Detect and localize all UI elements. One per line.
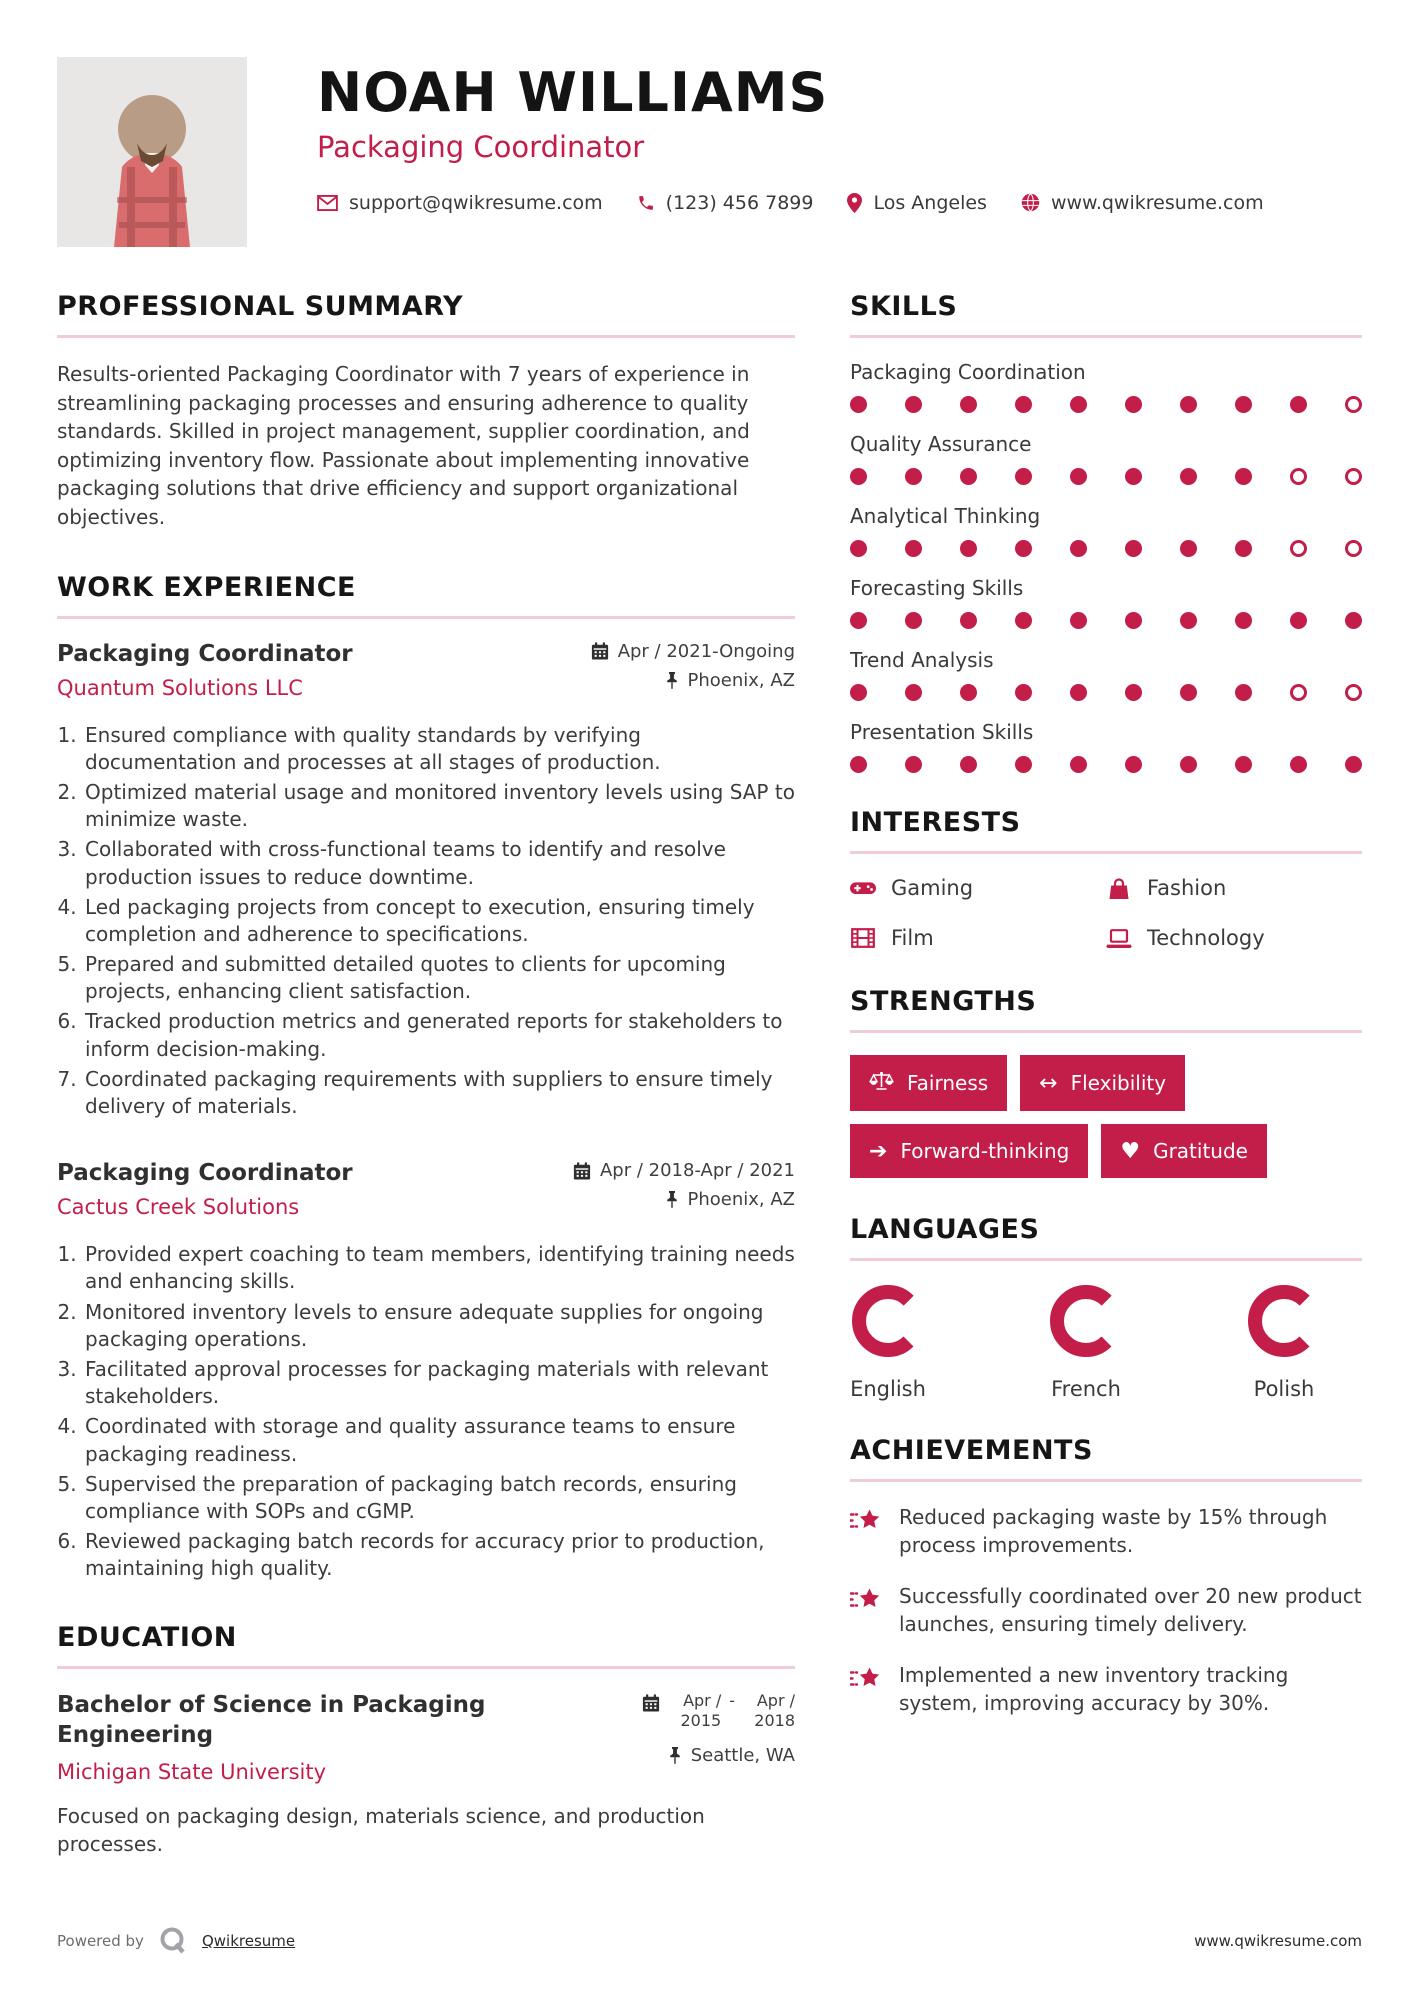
interest-item (850, 926, 1106, 950)
skill-dot-filled (1015, 540, 1032, 557)
skill-dot-filled (1290, 756, 1307, 773)
right-column (850, 291, 1362, 1898)
skill-name: Trend Analysis (850, 648, 994, 672)
skill-name: Quality Assurance (850, 432, 1032, 456)
laptop-icon (1106, 929, 1132, 948)
film-icon (851, 928, 875, 948)
skill-dot-filled (960, 468, 977, 485)
skill-dot-filled (1070, 540, 1087, 557)
calendar-icon (591, 642, 609, 660)
education-meta (642, 1691, 795, 1774)
contact-row (317, 192, 1264, 214)
heart-icon (1120, 1139, 1140, 1163)
globe-icon (1021, 193, 1040, 212)
job-bullet: 1. Provided expert coaching to team members, identifying training needs and enhancing skills. (83, 1241, 795, 1295)
skill-row (850, 432, 1362, 485)
gamepad-icon (850, 879, 876, 897)
skill-row (850, 648, 1362, 701)
section-professional-summary (57, 291, 795, 532)
job-bullet: 6. Reviewed packaging batch records for accuracy prior to production, maintaining high quality. (83, 1528, 795, 1582)
skill-dot-empty (1345, 684, 1362, 701)
language-label: French (1051, 1377, 1121, 1401)
strength-badge (1101, 1124, 1267, 1178)
skill-dot-filled (850, 612, 867, 629)
job-location: Phoenix, AZ (687, 1189, 795, 1211)
skill-dot-filled (905, 756, 922, 773)
skill-dot-filled (1015, 756, 1032, 773)
contact-website[interactable] (1021, 192, 1264, 214)
calendar-icon (573, 1162, 591, 1180)
interest-item (1106, 926, 1362, 950)
skill-dot-filled (1235, 540, 1252, 557)
strength-label: Forward-thinking (900, 1139, 1070, 1163)
skill-row (850, 720, 1362, 773)
skills-list (850, 360, 1362, 773)
job-bullet: 4. Led packaging projects from concept to execution, ensuring timely completion and adherence to specifications. (83, 894, 795, 948)
job-bullet: 2. Optimized material usage and monitored inventory levels using SAP to minimize waste. (83, 779, 795, 833)
language-item (850, 1283, 926, 1401)
skill-dots (850, 540, 1362, 557)
skill-dot-filled (1125, 684, 1142, 701)
skill-dot-filled (1345, 756, 1362, 773)
email-text: support@qwikresume.com (349, 191, 603, 214)
skill-row (850, 504, 1362, 557)
film-icon (850, 928, 876, 948)
education-date-end: Apr / 2018 (754, 1691, 795, 1731)
language-level-arc (1246, 1283, 1322, 1359)
education-location: Seattle, WA (690, 1745, 795, 1767)
interest-item (850, 876, 1106, 900)
gamepad-icon (850, 879, 876, 897)
section-education (57, 1622, 795, 1858)
location-pin-icon (847, 193, 862, 213)
skill-dot-filled (1070, 468, 1087, 485)
skill-dot-filled (1290, 612, 1307, 629)
skill-dot-filled (1125, 612, 1142, 629)
pushpin-icon (665, 672, 679, 689)
skill-dot-filled (960, 540, 977, 557)
section-interests (850, 807, 1362, 950)
achievement-star-icon (850, 1586, 882, 1613)
left-right-arrow-icon (1039, 1071, 1057, 1095)
skill-dot-filled (850, 396, 867, 413)
job-bullet-list (57, 722, 795, 1121)
location-text: Los Angeles (873, 191, 987, 214)
right-arrow-icon: ➔ (869, 1139, 888, 1164)
interests-list (850, 876, 1362, 950)
skill-row (850, 576, 1362, 629)
job-bullet: 4. Coordinated with storage and quality assurance teams to ensure packaging readiness. (83, 1413, 795, 1467)
section-heading: LANGUAGES (850, 1214, 1040, 1245)
left-right-arrow-icon: ↔ (1039, 1071, 1058, 1096)
website-text: www.qwikresume.com (1050, 191, 1264, 214)
strength-label: Fairness (907, 1071, 989, 1095)
section-heading: WORK EXPERIENCE (57, 571, 356, 603)
skill-dots (850, 756, 1362, 773)
education-description: Focused on packaging design, materials science, and production processes. (57, 1804, 705, 1857)
education-dates (669, 1691, 795, 1731)
achievement-star-icon (850, 1507, 882, 1534)
heart-icon: ♥ (1120, 1139, 1141, 1164)
strength-label: Flexibility (1070, 1071, 1167, 1095)
job-bullet: 1. Ensured compliance with quality standards by verifying documentation and processes at all stages of production. (83, 722, 795, 776)
section-divider (850, 1479, 1362, 1482)
section-divider (57, 1666, 795, 1669)
profile-photo (57, 57, 247, 247)
skill-dot-empty (1345, 540, 1362, 557)
section-divider (850, 335, 1362, 338)
skill-dot-filled (1180, 468, 1197, 485)
resume-header (57, 57, 1362, 247)
skill-dot-filled (1235, 468, 1252, 485)
job-bullet: 3. Collaborated with cross-functional teams to identify and resolve production issues to reduce downtime. (83, 836, 795, 890)
interest-label: Fashion (1147, 876, 1227, 900)
skill-dot-filled (1015, 468, 1032, 485)
phone-text: (123) 456 7899 (665, 191, 814, 214)
qwikresume-link[interactable]: Qwikresume (201, 1932, 296, 1950)
job-bullet: 2. Monitored inventory levels to ensure adequate supplies for ongoing packaging operations. (83, 1299, 795, 1353)
section-work-experience (57, 572, 795, 1583)
laptop-icon (1106, 929, 1132, 948)
skill-dot-filled (1180, 612, 1197, 629)
page-footer (57, 1926, 1362, 1956)
section-languages (850, 1214, 1362, 1401)
contact-email[interactable] (317, 192, 603, 214)
powered-by (57, 1926, 295, 1956)
skill-dot-filled (905, 396, 922, 413)
interest-item (1106, 876, 1362, 900)
section-heading: EDUCATION (57, 1622, 237, 1654)
section-heading: ACHIEVEMENTS (850, 1435, 1093, 1466)
skill-dot-empty (1290, 540, 1307, 557)
skill-dot-filled (1235, 396, 1252, 413)
skill-dot-filled (1290, 396, 1307, 413)
skill-dot-filled (1070, 756, 1087, 773)
achievement-text: Reduced packaging waste by 15% through process improvements. (899, 1505, 1328, 1557)
language-label: English (850, 1377, 926, 1401)
skill-dot-filled (905, 684, 922, 701)
job-entry (57, 641, 795, 1121)
strength-badge (850, 1124, 1088, 1178)
section-heading: SKILLS (850, 291, 958, 322)
balance-scale-icon (869, 1070, 894, 1091)
skill-dot-filled (1180, 684, 1197, 701)
skill-dot-filled (960, 396, 977, 413)
strength-label: Gratitude (1153, 1139, 1248, 1163)
section-divider (57, 616, 795, 619)
skill-dot-filled (1345, 612, 1362, 629)
achievement-text: Implemented a new inventory tracking system, improving accuracy by 30%. (899, 1663, 1289, 1715)
job-title: Packaging Coordinator (57, 640, 353, 667)
skill-dot-empty (1290, 684, 1307, 701)
skill-dot-filled (1235, 612, 1252, 629)
job-bullet-list (57, 1241, 795, 1582)
qwikresume-logo-icon (158, 1926, 188, 1956)
section-divider (850, 851, 1362, 854)
skill-dot-empty (1345, 468, 1362, 485)
interest-label: Technology (1147, 926, 1265, 950)
job-bullet: 6. Tracked production metrics and generated reports for stakeholders to inform decision-making. (83, 1008, 795, 1062)
job-dates: Apr / 2021-Ongoing (617, 640, 795, 662)
job-location: Phoenix, AZ (687, 669, 795, 691)
summary-text: Results-oriented Packaging Coordinator with 7 years of experience in streamlining packaging processes and ensuring adherence to quality standards. Skilled in project management, supplier coordination, and optimizing inventory flow. Passionate about implementing innovative packaging solutions that drive efficiency and support organizational objectives. (57, 362, 750, 529)
strength-badge (850, 1055, 1007, 1111)
language-item (1246, 1283, 1322, 1401)
skill-dot-filled (905, 468, 922, 485)
skill-dot-filled (905, 540, 922, 557)
skill-dot-filled (960, 756, 977, 773)
skill-dot-filled (1125, 540, 1142, 557)
skill-dot-filled (1235, 684, 1252, 701)
section-divider (57, 335, 795, 338)
skill-dot-filled (1125, 756, 1142, 773)
job-bullet: 7. Coordinated packaging requirements with suppliers to ensure timely delivery of materials. (83, 1066, 795, 1120)
profile-photo-image (57, 57, 247, 247)
education-school: Michigan State University (57, 1760, 327, 1785)
skill-dots (850, 684, 1362, 701)
skill-dot-filled (1180, 396, 1197, 413)
footer-website: www.qwikresume.com (1194, 1932, 1362, 1950)
achievement-item (850, 1504, 1362, 1559)
skill-name: Forecasting Skills (850, 576, 1024, 600)
language-level-arc (850, 1283, 926, 1359)
section-divider (850, 1030, 1362, 1033)
skill-dots (850, 612, 1362, 629)
language-item (1048, 1283, 1124, 1401)
language-label: Polish (1253, 1377, 1315, 1401)
content-columns (57, 291, 1362, 1898)
skill-dot-filled (850, 468, 867, 485)
achievement-text: Successfully coordinated over 20 new product launches, ensuring timely delivery. (899, 1584, 1362, 1636)
skill-dot-filled (1180, 540, 1197, 557)
skill-dot-empty (1345, 396, 1362, 413)
skill-dot-filled (850, 540, 867, 557)
skill-name: Packaging Coordination (850, 360, 1086, 384)
skill-dot-filled (1070, 612, 1087, 629)
section-heading: PROFESSIONAL SUMMARY (57, 291, 464, 322)
handbag-icon (1106, 877, 1132, 900)
calendar-icon (642, 1694, 660, 1712)
contact-phone[interactable] (637, 192, 814, 214)
skill-row (850, 360, 1362, 413)
job-entry (57, 1160, 795, 1582)
handbag-icon (1108, 877, 1130, 900)
skill-dot-filled (1015, 612, 1032, 629)
interest-label: Gaming (891, 876, 974, 900)
skill-dot-filled (850, 684, 867, 701)
education-date-start: Apr / 2015 (680, 1691, 722, 1731)
language-level-arc (1048, 1283, 1124, 1359)
powered-by-text: Powered by (57, 1932, 144, 1950)
job-bullet: 5. Supervised the preparation of packaging batch records, ensuring compliance with SOPs and cGMP. (83, 1471, 795, 1525)
skill-name: Analytical Thinking (850, 504, 1041, 528)
job-meta (573, 1160, 795, 1218)
candidate-name: NOAH WILLIAMS (317, 61, 829, 124)
skill-dots (850, 468, 1362, 485)
languages-list (850, 1283, 1362, 1401)
job-title: Packaging Coordinator (57, 1160, 353, 1187)
balance-scale-icon (869, 1070, 894, 1096)
achievements-list (850, 1504, 1362, 1718)
skill-dot-filled (1125, 396, 1142, 413)
strength-badge (1020, 1055, 1185, 1111)
pushpin-icon (665, 1191, 679, 1208)
job-dates: Apr / 2018-Apr / 2021 (599, 1160, 795, 1182)
achievement-item (850, 1583, 1362, 1638)
job-company: Quantum Solutions LLC (57, 675, 303, 700)
skill-name: Presentation Skills (850, 720, 1034, 744)
section-divider (850, 1258, 1362, 1261)
right-arrow-icon (869, 1139, 887, 1163)
skill-dots (850, 396, 1362, 413)
left-column (57, 291, 795, 1898)
interest-label: Film (891, 926, 934, 950)
skill-dot-filled (850, 756, 867, 773)
skill-dot-filled (1015, 684, 1032, 701)
skill-dot-filled (1070, 396, 1087, 413)
section-heading: STRENGTHS (850, 986, 1037, 1017)
candidate-title: Packaging Coordinator (317, 129, 645, 164)
job-meta (591, 641, 795, 699)
section-achievements (850, 1435, 1362, 1718)
skill-dot-filled (960, 612, 977, 629)
pushpin-icon (668, 1747, 682, 1764)
skill-dot-filled (960, 684, 977, 701)
education-date-separator: - (729, 1691, 735, 1711)
education-degree: Bachelor of Science in Packaging Engineering (57, 1692, 486, 1749)
job-bullet: 3. Facilitated approval processes for packaging materials with relevant stakeholders. (83, 1356, 795, 1410)
header-text (317, 57, 1264, 214)
skill-dot-filled (1235, 756, 1252, 773)
job-bullet: 5. Prepared and submitted detailed quotes to clients for upcoming projects, enhancing client satisfaction. (83, 951, 795, 1005)
section-skills (850, 291, 1362, 773)
strengths-list (850, 1055, 1362, 1178)
section-heading: INTERESTS (850, 807, 1021, 838)
skill-dot-filled (1180, 756, 1197, 773)
achievement-star-icon (850, 1665, 882, 1692)
skill-dot-filled (905, 612, 922, 629)
section-strengths (850, 986, 1362, 1178)
phone-icon (637, 194, 655, 212)
skill-dot-empty (1290, 468, 1307, 485)
contact-location (847, 192, 986, 214)
envelope-icon (317, 195, 338, 211)
job-company: Cactus Creek Solutions (57, 1195, 300, 1220)
skill-dot-filled (1070, 684, 1087, 701)
skill-dot-filled (1015, 396, 1032, 413)
skill-dot-filled (1125, 468, 1142, 485)
achievement-item (850, 1662, 1362, 1717)
